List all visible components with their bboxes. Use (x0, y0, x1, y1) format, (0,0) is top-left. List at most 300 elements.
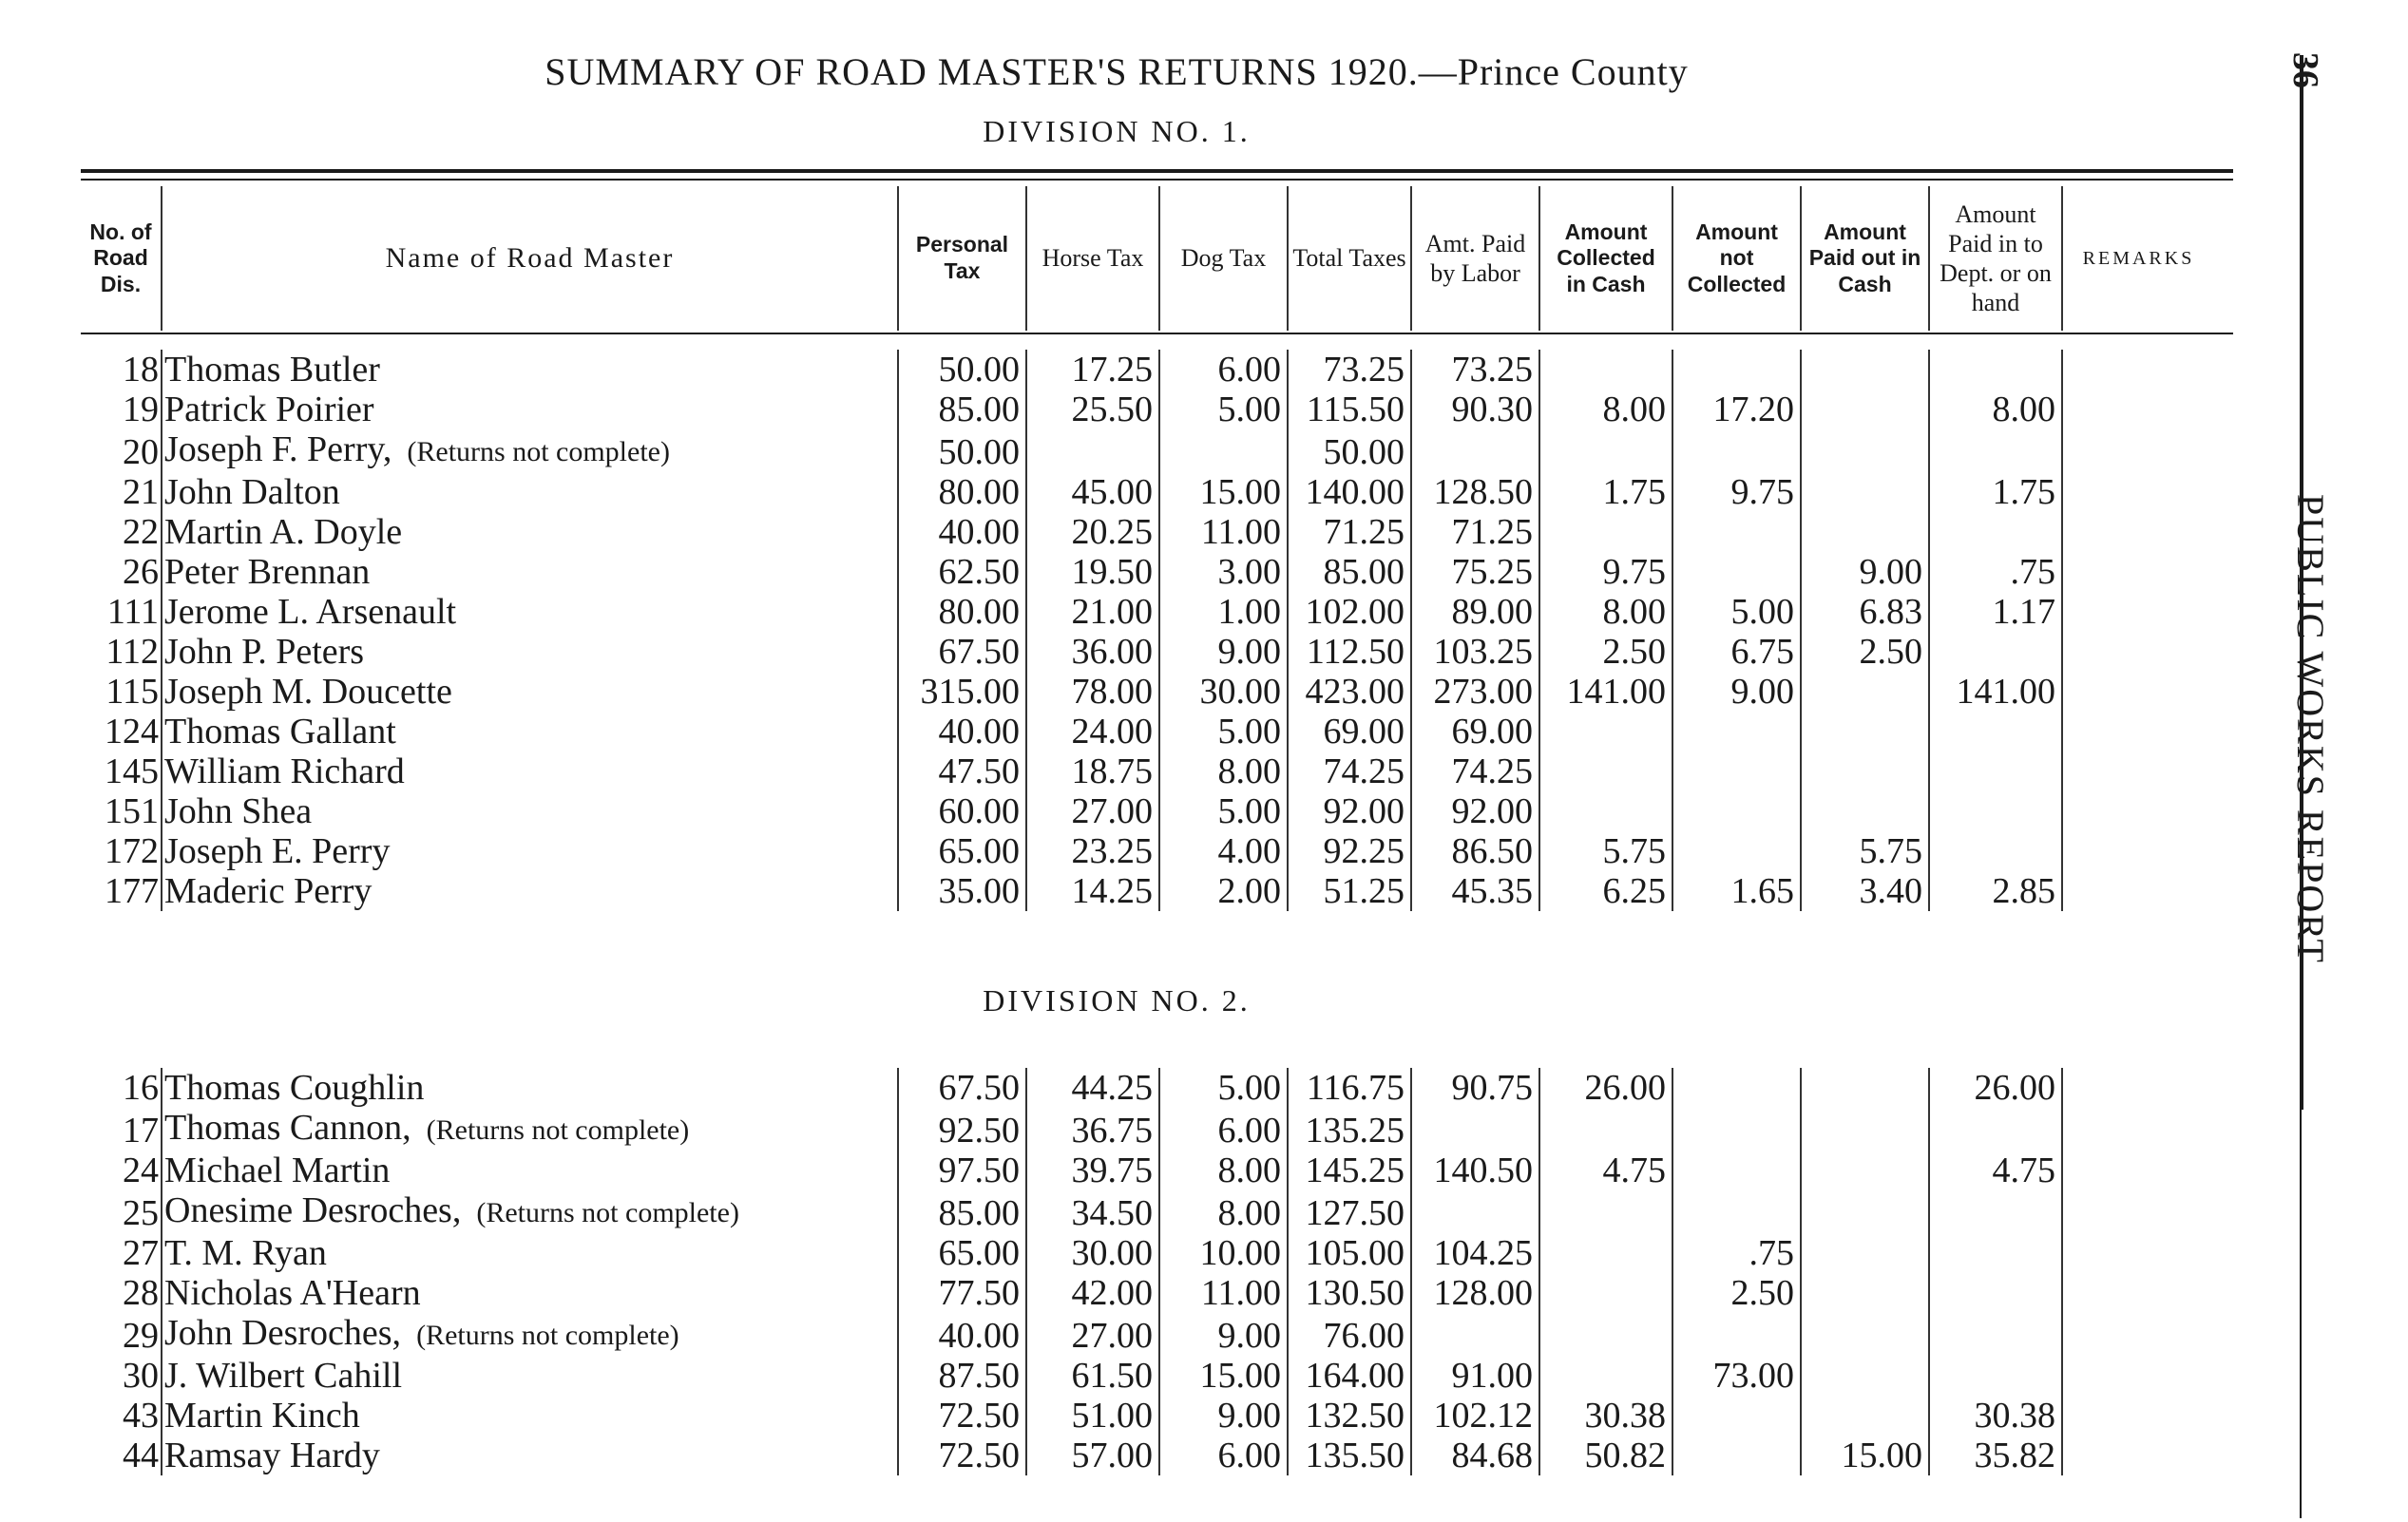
cell-personal: 35.00 (898, 871, 1026, 911)
road-district-number: 26 (81, 552, 162, 592)
cell-remarks (2062, 871, 2214, 911)
cell-paid-cash (1801, 390, 1929, 429)
cell-total: 105.00 (1288, 1233, 1411, 1273)
cell-horse: 21.00 (1026, 592, 1159, 632)
road-master-name: John Dalton (164, 472, 340, 512)
cell-horse (1026, 429, 1159, 472)
cell-remarks (2062, 1396, 2214, 1436)
cell-paid-cash (1801, 472, 1929, 512)
cell-dog: 11.00 (1159, 1273, 1288, 1313)
cell-remarks (2062, 350, 2214, 390)
cell-not-collected: 2.50 (1672, 1273, 1801, 1313)
cell-not-collected (1672, 1108, 1801, 1151)
road-master-name: Martin A. Doyle (164, 512, 403, 552)
cell-total: 115.50 (1288, 390, 1411, 429)
road-master-cell (162, 512, 898, 552)
cell-dog: 10.00 (1159, 1233, 1288, 1273)
cell-paid-dept (1929, 751, 2062, 791)
header-paid-to-dept: Amount Paid in to Dept. or on hand (1929, 186, 2062, 331)
cell-not-collected (1672, 712, 1801, 751)
table-row (81, 512, 2214, 552)
header-not-collected: Amount not Collected (1672, 186, 1801, 331)
cell-paid-dept (1929, 1190, 2062, 1233)
cell-collected (1539, 512, 1672, 552)
cell-paid-cash (1801, 350, 1929, 390)
cell-paid-cash (1801, 751, 1929, 791)
table-row (81, 1356, 2214, 1396)
cell-remarks (2062, 1068, 2214, 1108)
cell-paid-dept: 2.85 (1929, 871, 2062, 911)
cell-labor: 104.25 (1411, 1233, 1539, 1273)
cell-horse: 27.00 (1026, 1313, 1159, 1356)
cell-horse: 18.75 (1026, 751, 1159, 791)
cell-dog: 2.00 (1159, 871, 1288, 911)
cell-collected (1539, 712, 1672, 751)
cell-collected: 30.38 (1539, 1396, 1672, 1436)
table-row (81, 1108, 2214, 1151)
page-number: 36 (2285, 52, 2325, 88)
cell-dog: 30.00 (1159, 672, 1288, 712)
cell-personal: 67.50 (898, 632, 1026, 672)
road-master-cell (162, 1068, 898, 1108)
road-master-name: Onesime Desroches, (164, 1190, 462, 1230)
cell-horse: 20.25 (1026, 512, 1159, 552)
road-master-cell (162, 672, 898, 712)
cell-paid-dept: 1.75 (1929, 472, 2062, 512)
cell-total: 102.00 (1288, 592, 1411, 632)
table-row (81, 472, 2214, 512)
cell-total: 50.00 (1288, 429, 1411, 472)
road-master-name: Jerome L. Arsenault (164, 592, 457, 632)
cell-total: 92.00 (1288, 791, 1411, 831)
road-district-number: 145 (81, 751, 162, 791)
cell-horse: 51.00 (1026, 1396, 1159, 1436)
cell-total: 127.50 (1288, 1190, 1411, 1233)
cell-remarks (2062, 672, 2214, 712)
road-master-name: Thomas Butler (164, 350, 380, 390)
cell-paid-dept (1929, 791, 2062, 831)
cell-collected (1539, 791, 1672, 831)
cell-collected: 9.75 (1539, 552, 1672, 592)
cell-personal: 85.00 (898, 1190, 1026, 1233)
cell-personal: 50.00 (898, 429, 1026, 472)
cell-paid-dept: 8.00 (1929, 390, 2062, 429)
cell-collected: 2.50 (1539, 632, 1672, 672)
road-master-cell (162, 712, 898, 751)
cell-personal: 97.50 (898, 1151, 1026, 1190)
cell-total: 85.00 (1288, 552, 1411, 592)
cell-horse: 23.25 (1026, 831, 1159, 871)
road-master-cell (162, 831, 898, 871)
cell-paid-dept (1929, 1233, 2062, 1273)
cell-dog: 9.00 (1159, 1396, 1288, 1436)
table-row (81, 632, 2214, 672)
cell-total: 116.75 (1288, 1068, 1411, 1108)
cell-paid-dept: 35.82 (1929, 1436, 2062, 1475)
road-master-cell (162, 871, 898, 911)
cell-paid-dept: .75 (1929, 552, 2062, 592)
cell-personal: 80.00 (898, 472, 1026, 512)
cell-collected: 8.00 (1539, 592, 1672, 632)
division-2-title: DIVISION NO. 2. (983, 983, 1251, 1018)
road-master-cell (162, 1313, 898, 1356)
cell-paid-dept: 30.38 (1929, 1396, 2062, 1436)
cell-remarks (2062, 632, 2214, 672)
cell-paid-dept (1929, 512, 2062, 552)
table-row (81, 1313, 2214, 1356)
cell-total: 92.25 (1288, 831, 1411, 871)
header-total-taxes: Total Taxes (1288, 186, 1411, 331)
cell-dog: 5.00 (1159, 791, 1288, 831)
cell-paid-dept: 141.00 (1929, 672, 2062, 712)
road-district-number: 44 (81, 1436, 162, 1475)
road-district-number: 24 (81, 1151, 162, 1190)
table-row (81, 390, 2214, 429)
cell-personal: 65.00 (898, 1233, 1026, 1273)
cell-dog: 5.00 (1159, 712, 1288, 751)
cell-labor (1411, 1108, 1539, 1151)
road-master-cell (162, 472, 898, 512)
road-master-name: Joseph F. Perry, (164, 429, 392, 469)
cell-paid-dept (1929, 350, 2062, 390)
cell-paid-dept: 4.75 (1929, 1151, 2062, 1190)
road-master-cell (162, 1273, 898, 1313)
cell-labor: 89.00 (1411, 592, 1539, 632)
cell-labor: 91.00 (1411, 1356, 1539, 1396)
cell-paid-cash: 3.40 (1801, 871, 1929, 911)
road-district-number: 22 (81, 512, 162, 552)
cell-dog: 9.00 (1159, 1313, 1288, 1356)
cell-not-collected (1672, 1436, 1801, 1475)
header-name: Name of Road Master (162, 186, 898, 331)
cell-remarks (2062, 1108, 2214, 1151)
cell-labor: 69.00 (1411, 712, 1539, 751)
header-paid-out-cash: Amount Paid out in Cash (1801, 186, 1929, 331)
header-top-rule (81, 169, 2233, 173)
cell-paid-dept (1929, 1273, 2062, 1313)
cell-total: 51.25 (1288, 871, 1411, 911)
cell-personal: 60.00 (898, 791, 1026, 831)
road-district-number: 18 (81, 350, 162, 390)
road-master-name: John P. Peters (164, 632, 365, 672)
cell-horse: 39.75 (1026, 1151, 1159, 1190)
road-master-cell (162, 1356, 898, 1396)
cell-collected: 50.82 (1539, 1436, 1672, 1475)
cell-personal: 315.00 (898, 672, 1026, 712)
table-row (81, 592, 2214, 632)
cell-labor: 90.75 (1411, 1068, 1539, 1108)
table-row (81, 1233, 2214, 1273)
cell-personal: 85.00 (898, 390, 1026, 429)
cell-total: 112.50 (1288, 632, 1411, 672)
cell-paid-cash: 5.75 (1801, 831, 1929, 871)
cell-collected: 26.00 (1539, 1068, 1672, 1108)
cell-total: 132.50 (1288, 1396, 1411, 1436)
cell-horse: 61.50 (1026, 1356, 1159, 1396)
cell-dog (1159, 429, 1288, 472)
cell-paid-cash: 2.50 (1801, 632, 1929, 672)
cell-remarks (2062, 390, 2214, 429)
table-row (81, 552, 2214, 592)
table-row (81, 751, 2214, 791)
cell-remarks (2062, 1436, 2214, 1475)
cell-remarks (2062, 592, 2214, 632)
cell-paid-dept (1929, 429, 2062, 472)
cell-personal: 67.50 (898, 1068, 1026, 1108)
cell-not-collected (1672, 831, 1801, 871)
cell-not-collected (1672, 1396, 1801, 1436)
road-master-name: T. M. Ryan (164, 1233, 327, 1273)
cell-collected: 1.75 (1539, 472, 1672, 512)
cell-paid-dept (1929, 1356, 2062, 1396)
cell-labor: 273.00 (1411, 672, 1539, 712)
road-district-number: 20 (81, 429, 162, 472)
header-remarks: REMARKS (2082, 248, 2195, 269)
division-1-title: DIVISION NO. 1. (983, 114, 1251, 148)
page-title: SUMMARY OF ROAD MASTER'S RETURNS 1920.—Prince County (545, 50, 1689, 93)
cell-collected (1539, 350, 1672, 390)
cell-labor: 73.25 (1411, 350, 1539, 390)
table-row (81, 672, 2214, 712)
cell-paid-cash (1801, 1151, 1929, 1190)
road-district-number: 172 (81, 831, 162, 871)
road-master-name: Peter Brennan (164, 552, 371, 592)
road-master-name: J. Wilbert Cahill (164, 1356, 403, 1396)
road-district-number: 30 (81, 1356, 162, 1396)
cell-dog: 1.00 (1159, 592, 1288, 632)
cell-dog: 6.00 (1159, 350, 1288, 390)
table-row (81, 1273, 2214, 1313)
cell-dog: 4.00 (1159, 831, 1288, 871)
cell-horse: 30.00 (1026, 1233, 1159, 1273)
cell-paid-cash: 9.00 (1801, 552, 1929, 592)
cell-collected (1539, 429, 1672, 472)
cell-horse: 24.00 (1026, 712, 1159, 751)
cell-personal: 40.00 (898, 712, 1026, 751)
cell-dog: 11.00 (1159, 512, 1288, 552)
cell-labor: 140.50 (1411, 1151, 1539, 1190)
cell-paid-cash (1801, 1108, 1929, 1151)
cell-total: 423.00 (1288, 672, 1411, 712)
cell-collected (1539, 1108, 1672, 1151)
table-row (81, 1151, 2214, 1190)
cell-paid-cash: 15.00 (1801, 1436, 1929, 1475)
cell-remarks (2062, 1313, 2214, 1356)
road-master-cell (162, 552, 898, 592)
road-master-cell (162, 751, 898, 791)
cell-paid-dept (1929, 712, 2062, 751)
road-master-cell (162, 350, 898, 390)
road-master-name: Patrick Poirier (164, 390, 374, 429)
cell-not-collected (1672, 512, 1801, 552)
header-personal-tax: Personal Tax (898, 186, 1026, 331)
cell-not-collected: 6.75 (1672, 632, 1801, 672)
margin-rule-lower (2300, 1110, 2302, 1518)
cell-paid-cash (1801, 1273, 1929, 1313)
cell-total: 130.50 (1288, 1273, 1411, 1313)
cell-personal: 72.50 (898, 1436, 1026, 1475)
cell-not-collected (1672, 1068, 1801, 1108)
cell-paid-cash: 6.83 (1801, 592, 1929, 632)
cell-not-collected: .75 (1672, 1233, 1801, 1273)
cell-dog: 6.00 (1159, 1108, 1288, 1151)
table-row (81, 350, 2214, 390)
cell-total: 74.25 (1288, 751, 1411, 791)
table-row (81, 871, 2214, 911)
cell-paid-cash (1801, 1233, 1929, 1273)
cell-labor: 128.00 (1411, 1273, 1539, 1313)
road-master-name: Ramsay Hardy (164, 1436, 380, 1475)
cell-horse: 19.50 (1026, 552, 1159, 592)
cell-remarks (2062, 552, 2214, 592)
cell-collected (1539, 1190, 1672, 1233)
header-dog-tax: Dog Tax (1159, 186, 1288, 331)
cell-horse: 25.50 (1026, 390, 1159, 429)
cell-not-collected (1672, 429, 1801, 472)
cell-dog: 5.00 (1159, 390, 1288, 429)
cell-not-collected: 17.20 (1672, 390, 1801, 429)
road-master-cell (162, 1233, 898, 1273)
cell-remarks (2062, 1190, 2214, 1233)
cell-personal: 72.50 (898, 1396, 1026, 1436)
cell-personal: 40.00 (898, 512, 1026, 552)
cell-dog: 3.00 (1159, 552, 1288, 592)
road-district-number: 112 (81, 632, 162, 672)
road-master-name: Thomas Cannon, (164, 1108, 411, 1148)
table-row (81, 712, 2214, 751)
road-district-number: 16 (81, 1068, 162, 1108)
division-1-table (81, 350, 2214, 911)
table-row (81, 1190, 2214, 1233)
cell-labor (1411, 1313, 1539, 1356)
table-row (81, 791, 2214, 831)
cell-total: 76.00 (1288, 1313, 1411, 1356)
road-master-cell (162, 632, 898, 672)
cell-paid-dept: 1.17 (1929, 592, 2062, 632)
road-master-name: Thomas Gallant (164, 712, 396, 751)
header-horse-tax: Horse Tax (1026, 186, 1159, 331)
cell-horse: 78.00 (1026, 672, 1159, 712)
road-master-name: John Desroches, (164, 1313, 402, 1353)
cell-paid-cash (1801, 672, 1929, 712)
cell-horse: 36.00 (1026, 632, 1159, 672)
cell-personal: 65.00 (898, 831, 1026, 871)
header-paid-by-labor: Amt. Paid by Labor (1411, 186, 1539, 331)
road-master-cell (162, 1108, 898, 1151)
cell-horse: 57.00 (1026, 1436, 1159, 1475)
cell-labor: 90.30 (1411, 390, 1539, 429)
cell-remarks (2062, 1356, 2214, 1396)
cell-paid-cash (1801, 1068, 1929, 1108)
cell-collected: 141.00 (1539, 672, 1672, 712)
cell-labor: 103.25 (1411, 632, 1539, 672)
road-district-number: 115 (81, 672, 162, 712)
cell-labor: 92.00 (1411, 791, 1539, 831)
cell-collected (1539, 1313, 1672, 1356)
cell-dog: 15.00 (1159, 1356, 1288, 1396)
cell-horse: 27.00 (1026, 791, 1159, 831)
road-master-cell (162, 1396, 898, 1436)
cell-labor: 128.50 (1411, 472, 1539, 512)
cell-paid-dept: 26.00 (1929, 1068, 2062, 1108)
header-collected-cash: Amount Collected in Cash (1539, 186, 1672, 331)
cell-total: 140.00 (1288, 472, 1411, 512)
road-master-name: Joseph E. Perry (164, 831, 391, 871)
cell-collected: 8.00 (1539, 390, 1672, 429)
cell-total: 69.00 (1288, 712, 1411, 751)
cell-labor: 45.35 (1411, 871, 1539, 911)
cell-labor: 102.12 (1411, 1396, 1539, 1436)
cell-remarks (2062, 512, 2214, 552)
road-district-number: 111 (81, 592, 162, 632)
road-district-number: 43 (81, 1396, 162, 1436)
road-master-name: Joseph M. Doucette (164, 672, 452, 712)
cell-collected (1539, 1233, 1672, 1273)
cell-personal: 47.50 (898, 751, 1026, 791)
cell-remarks (2062, 791, 2214, 831)
cell-remarks (2062, 1233, 2214, 1273)
cell-labor: 86.50 (1411, 831, 1539, 871)
table-row (81, 1396, 2214, 1436)
cell-personal: 50.00 (898, 350, 1026, 390)
cell-labor: 84.68 (1411, 1436, 1539, 1475)
returns-note: (Returns not complete) (426, 1114, 690, 1146)
road-master-cell (162, 791, 898, 831)
cell-dog: 15.00 (1159, 472, 1288, 512)
cell-not-collected (1672, 791, 1801, 831)
cell-remarks (2062, 712, 2214, 751)
cell-paid-cash (1801, 791, 1929, 831)
cell-not-collected (1672, 751, 1801, 791)
cell-remarks (2062, 429, 2214, 472)
road-district-number: 151 (81, 791, 162, 831)
table-row (81, 1068, 2214, 1108)
cell-not-collected: 5.00 (1672, 592, 1801, 632)
road-master-name: Thomas Coughlin (164, 1068, 425, 1108)
road-master-name: William Richard (164, 751, 405, 791)
cell-total: 71.25 (1288, 512, 1411, 552)
cell-paid-cash (1801, 429, 1929, 472)
cell-horse: 34.50 (1026, 1190, 1159, 1233)
cell-paid-dept (1929, 632, 2062, 672)
cell-collected: 6.25 (1539, 871, 1672, 911)
cell-total: 135.25 (1288, 1108, 1411, 1151)
road-district-number: 17 (81, 1108, 162, 1151)
cell-personal: 77.50 (898, 1273, 1026, 1313)
road-master-name: Nicholas A'Hearn (164, 1273, 421, 1313)
returns-note: (Returns not complete) (476, 1197, 739, 1228)
cell-labor: 75.25 (1411, 552, 1539, 592)
cell-labor (1411, 429, 1539, 472)
cell-paid-cash (1801, 1190, 1929, 1233)
table-row (81, 831, 2214, 871)
road-master-name: Martin Kinch (164, 1396, 360, 1436)
cell-dog: 8.00 (1159, 751, 1288, 791)
cell-total: 135.50 (1288, 1436, 1411, 1475)
cell-not-collected: 9.00 (1672, 672, 1801, 712)
cell-remarks (2062, 472, 2214, 512)
cell-horse: 44.25 (1026, 1068, 1159, 1108)
cell-personal: 62.50 (898, 552, 1026, 592)
road-master-cell (162, 429, 898, 472)
road-district-number: 19 (81, 390, 162, 429)
road-master-cell (162, 390, 898, 429)
road-master-name: Maderic Perry (164, 871, 373, 911)
road-master-cell (162, 1151, 898, 1190)
cell-remarks (2062, 831, 2214, 871)
cell-remarks (2062, 751, 2214, 791)
cell-collected (1539, 1356, 1672, 1396)
